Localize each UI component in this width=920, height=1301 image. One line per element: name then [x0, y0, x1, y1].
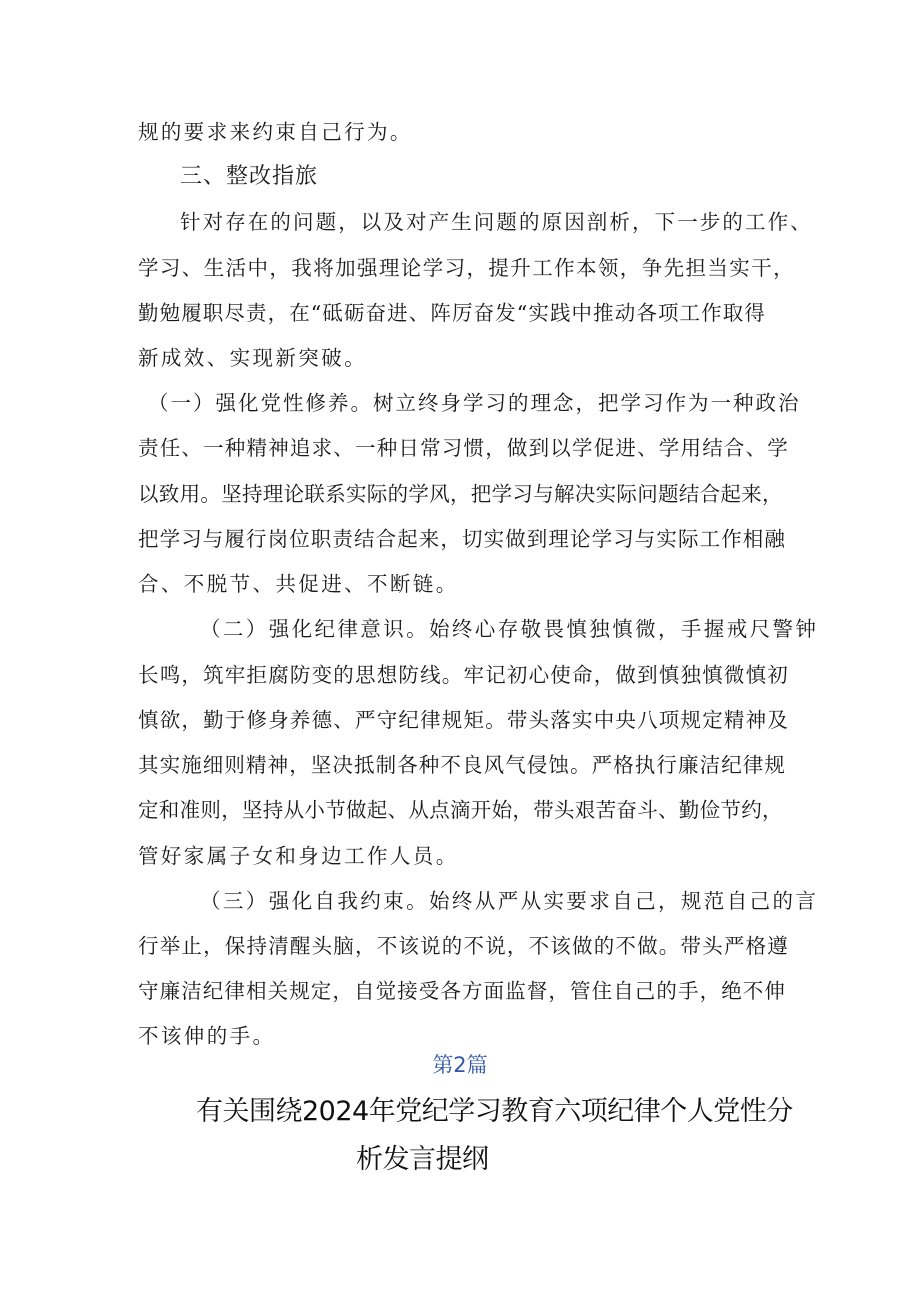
paragraph-line: 针对存在的问题，以及对产生问题的原因剖析，下一步的工作、	[180, 210, 813, 234]
paragraph-line: 行举止，保持清醒头脑，不该说的不说，不该做的不做。带头严格遵	[138, 934, 789, 958]
part-label: 第2篇	[432, 1053, 488, 1077]
section-heading: 三、整改指旅	[180, 164, 319, 189]
continuation-line: 规的要求来约束自己行为。	[138, 120, 413, 144]
title-line: 析发言提纲	[356, 1144, 489, 1175]
paragraph-line: 以致用。坚持理论联系实际的学风，把学习与解决实际问题结合起来，	[138, 482, 783, 506]
paragraph-line: 勤勉履职尽责，在“砥砺奋进、阵厉奋发“实践中推动各项工作取得	[138, 301, 766, 325]
paragraph-line: （一）强化党性修养。树立终身学习的理念，把学习作为一种政治	[148, 391, 801, 415]
title-line: 有关围绕2024年党纪学习教育六项纪律个人党性分	[196, 1096, 793, 1127]
paragraph-line: 管好家属子女和身边工作人员。	[138, 844, 459, 868]
paragraph-line: （二）强化纪律意识。始终心存敬畏慎独慎微，手握戒尺警钟	[200, 617, 819, 641]
paragraph-line: 长鸣，筑牢拒腐防变的思想防线。牢记初心使命，做到慎独慎微慎初	[138, 663, 789, 687]
paragraph-line: 定和准则，坚持从小节做起、从点滴开始，带头艰苦奋斗、勤俭节约，	[138, 798, 783, 822]
paragraph-line: 学习、生活中，我将加强理论学习，提升工作本领，争先担当实干，	[138, 256, 795, 280]
paragraph-line: 把学习与履行岗位职责结合起来，切实做到理论学习与实际工作相融	[138, 527, 786, 551]
paragraph-line: 守廉洁纪律相关规定，自觉接受各方面监督，管住自己的手，绝不伸	[138, 979, 786, 1003]
paragraph-line: 新成效、实现新突破。	[138, 346, 367, 370]
paragraph-line: 其实施细则精神，坚决抵制各种不良风气侵蚀。严格执行廉洁纪律规	[138, 753, 786, 777]
paragraph-line: 合、不脱节、共促进、不断链。	[138, 572, 459, 596]
paragraph-line: 责任、一种精神追求、一种日常习惯，做到以学促进、学用结合、学	[138, 436, 789, 460]
paragraph-line: 慎欲，勤于修身养德、严守纪律规矩。带头落实中央八项规定精神及	[138, 708, 789, 732]
paragraph-line: 不该伸的手。	[138, 1024, 276, 1048]
paragraph-line: （三）强化自我约束。始终从严从实要求自己，规范自己的言	[200, 889, 819, 913]
